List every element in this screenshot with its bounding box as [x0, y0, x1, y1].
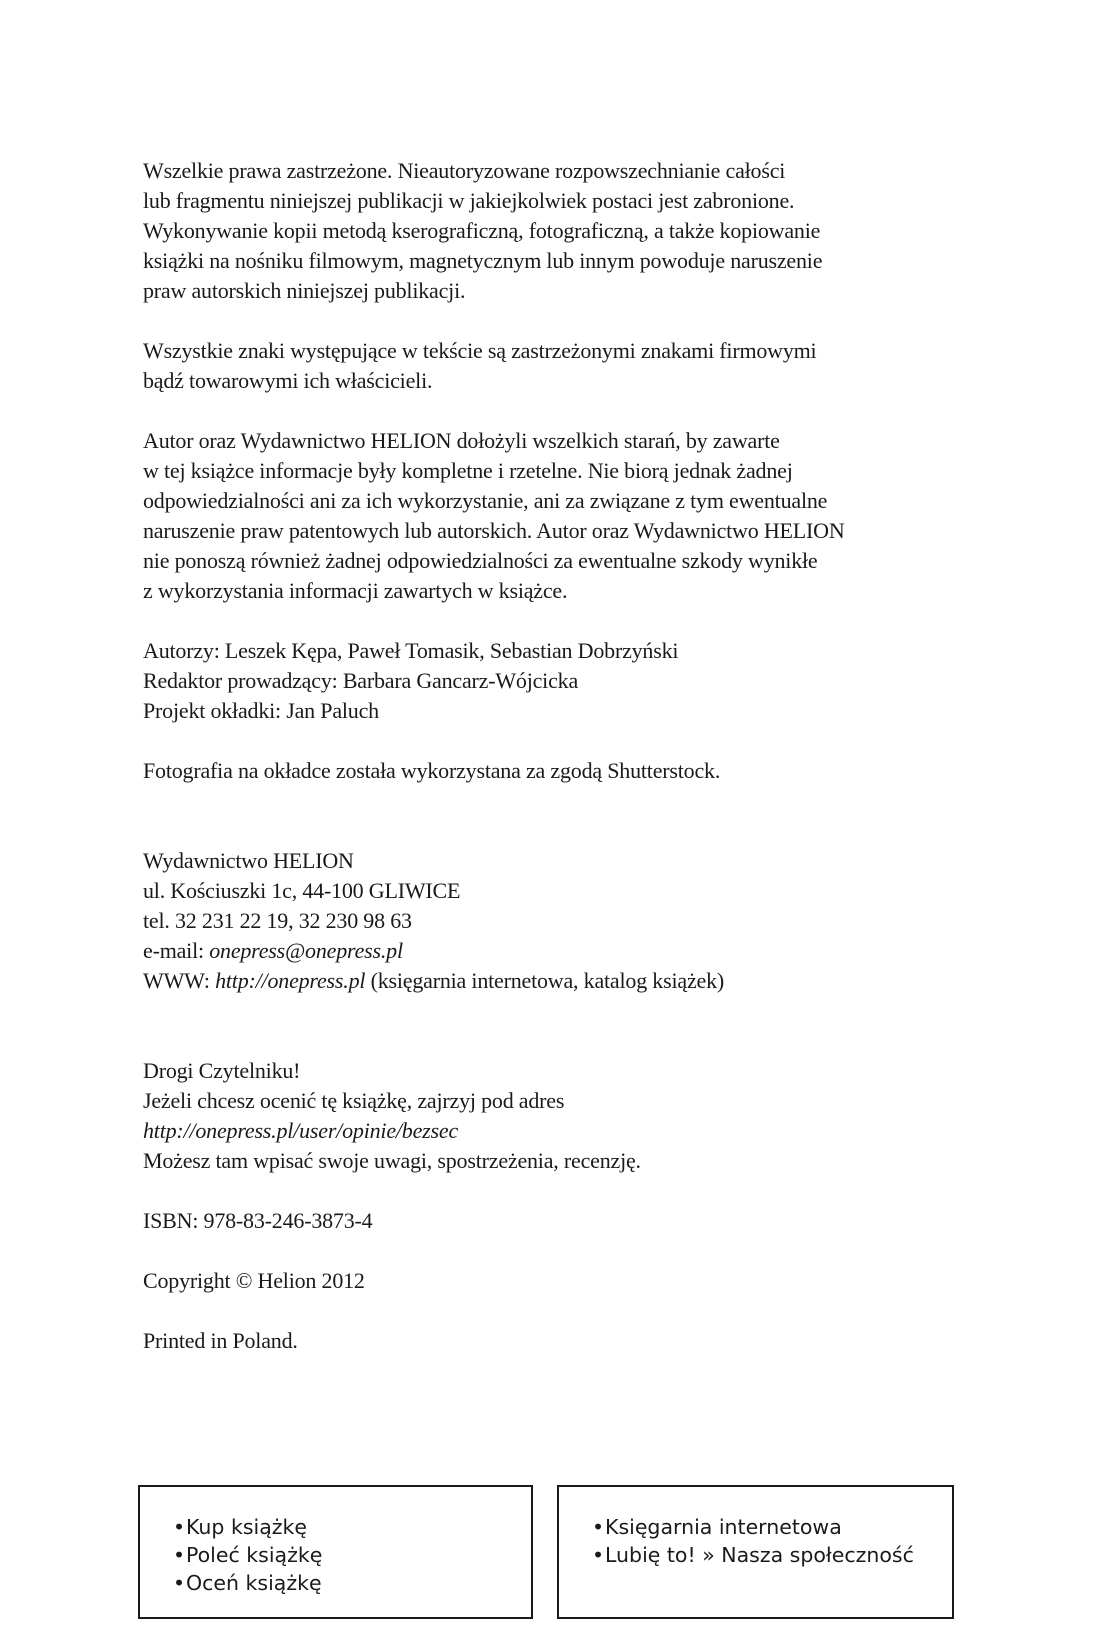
imprint-page: [143, 156, 983, 1356]
bookstore-link[interactable]: [592, 1513, 952, 1541]
publisher-address: ul. Kościuszki 1c, 44-100 GLIWICE: [143, 878, 461, 903]
buy-book-label: Kup książkę: [186, 1515, 307, 1539]
www-note: (księgarnia internetowa, katalog książek): [365, 968, 725, 993]
reader-note: [143, 1056, 983, 1176]
disclaimer: [143, 426, 983, 606]
credits-authors: Autorzy: Leszek Kępa, Paweł Tomasik, Sebastian Dobrzyński: [143, 638, 679, 663]
photo-credit-line: Fotografia na okładce została wykorzystana za zgodą Shutterstock.: [143, 758, 721, 783]
credits-editor: Redaktor prowadzący: Barbara Gancarz-Wójcicka: [143, 668, 579, 693]
disclaimer-line: Autor oraz Wydawnictwo HELION dołożyli wszelkich starań, by zawarte: [143, 428, 780, 453]
link-boxes: [138, 1485, 954, 1623]
photo-credit: [143, 756, 983, 786]
community-label: Lubię to! » Nasza społeczność: [605, 1543, 914, 1567]
email-label: e-mail:: [143, 938, 210, 963]
disclaimer-line: nie ponoszą również żadnej odpowiedzialności za ewentualne szkody wynikłe: [143, 548, 818, 573]
trademarks-notice-line: bądź towarowymi ich właścicieli.: [143, 368, 433, 393]
credits: [143, 636, 983, 726]
bookstore-label: Księgarnia internetowa: [605, 1515, 842, 1539]
isbn: [143, 1206, 983, 1236]
printed-in: [143, 1326, 983, 1356]
publisher-www-row: [143, 966, 983, 996]
publisher-phone: tel. 32 231 22 19, 32 230 98 63: [143, 908, 412, 933]
www-label: WWW:: [143, 968, 216, 993]
buy-book-link[interactable]: [173, 1513, 531, 1541]
reader-note-line: Możesz tam wpisać swoje uwagi, spostrzeżenia, recenzję.: [143, 1148, 641, 1173]
bullet-icon: •: [592, 1543, 605, 1567]
reader-greeting: Drogi Czytelniku!: [143, 1058, 301, 1083]
publisher-name: Wydawnictwo HELION: [143, 848, 354, 873]
email-link[interactable]: onepress@onepress.pl: [209, 938, 403, 963]
copyright-notice-line: praw autorskich niniejszej publikacji.: [143, 278, 466, 303]
bullet-icon: •: [173, 1515, 186, 1539]
reader-note-line: Jeżeli chcesz ocenić tę książkę, zajrzyj pod adres: [143, 1088, 565, 1113]
trademarks-notice: [143, 336, 983, 396]
recommend-book-label: Poleć książkę: [186, 1543, 323, 1567]
recommend-book-link[interactable]: [173, 1541, 531, 1569]
publisher-info: [143, 846, 983, 996]
isbn-line: ISBN: 978-83-246-3873-4: [143, 1208, 373, 1233]
copyright-notice-line: Wszelkie prawa zastrzeżone. Nieautoryzowane rozpowszechnianie całości: [143, 158, 786, 183]
credits-cover: Projekt okładki: Jan Paluch: [143, 698, 379, 723]
trademarks-notice-line: Wszystkie znaki występujące w tekście są zastrzeżonymi znakami firmowymi: [143, 338, 817, 363]
disclaimer-line: z wykorzystania informacji zawartych w książce.: [143, 578, 568, 603]
copyright-line: Copyright © Helion 2012: [143, 1268, 365, 1293]
bullet-icon: •: [173, 1543, 186, 1567]
copyright-notice: [143, 156, 983, 306]
bullet-icon: •: [592, 1515, 605, 1539]
rate-book-label: Oceń książkę: [186, 1571, 322, 1595]
community-box: [557, 1485, 954, 1619]
review-link[interactable]: http://onepress.pl/user/opinie/bezsec: [143, 1118, 459, 1143]
bullet-icon: •: [173, 1571, 186, 1595]
rate-book-link[interactable]: [173, 1569, 531, 1597]
printed-in-line: Printed in Poland.: [143, 1328, 298, 1353]
publisher-email-row: [143, 936, 983, 966]
disclaimer-line: w tej książce informacje były kompletne i rzetelne. Nie biorą jednak żadnej: [143, 458, 793, 483]
disclaimer-line: odpowiedzialności ani za ich wykorzystanie, ani za związane z tym ewentualne: [143, 488, 828, 513]
book-actions-box: [138, 1485, 533, 1619]
copyright: [143, 1266, 983, 1296]
copyright-notice-line: książki na nośniku filmowym, magnetycznym lub innym powoduje naruszenie: [143, 248, 823, 273]
www-link[interactable]: http://onepress.pl: [215, 968, 366, 993]
copyright-notice-line: Wykonywanie kopii metodą kserograficzną, fotograficzną, a także kopiowanie: [143, 218, 821, 243]
copyright-notice-line: lub fragmentu niniejszej publikacji w jakiejkolwiek postaci jest zabronione.: [143, 188, 795, 213]
community-link[interactable]: [592, 1541, 952, 1569]
disclaimer-line: naruszenie praw patentowych lub autorskich. Autor oraz Wydawnictwo HELION: [143, 518, 845, 543]
